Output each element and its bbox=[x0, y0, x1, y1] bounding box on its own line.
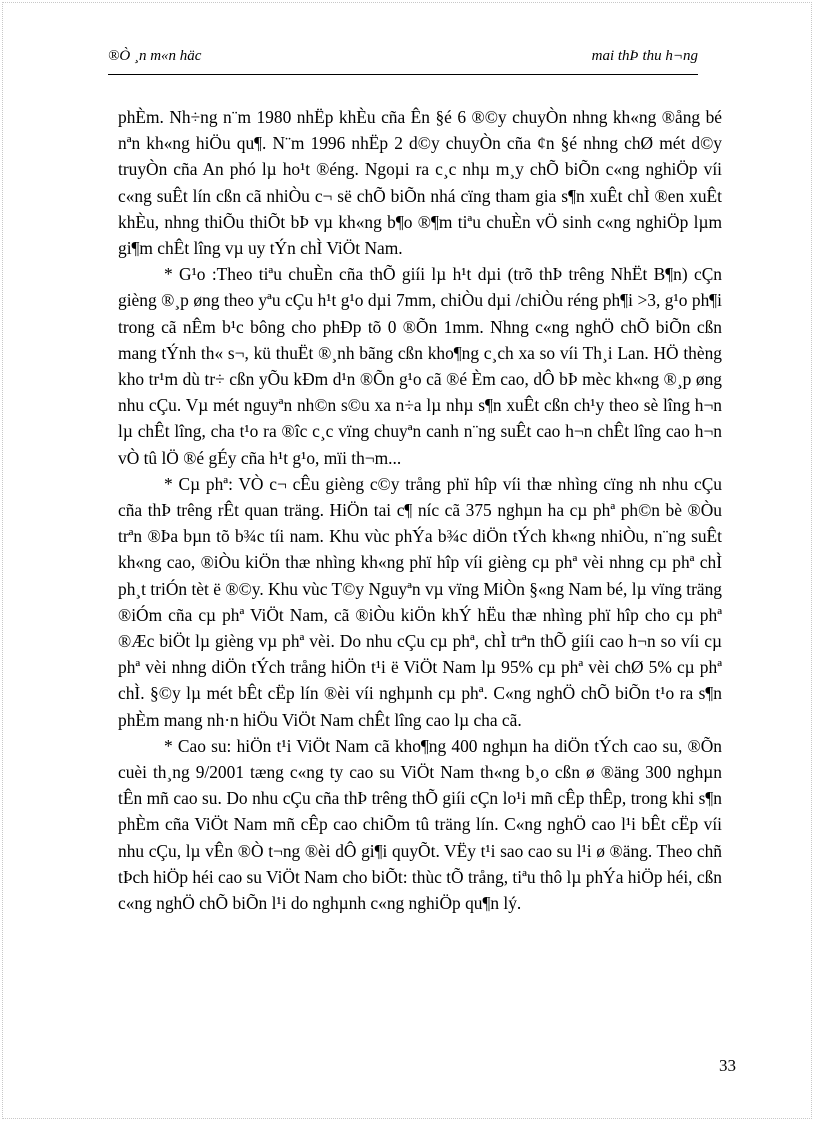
paragraph-gao: * G¹o :Theo tiªu chuÈn cña thÕ giíi lµ h¹t dµi (trõ thÞ trêng NhËt B¶n) cÇn gièng ®¸p øng theo yªu cÇu h¹t g¹o dµi 7mm, chiÒu dµi /chiÒu réng ph¶i >3, g¹o ph¶i trong cã nÊm b¹c bông cho phÐp tõ 0 ®Õn 1mm. Nhng c«ng nghÖ chÕ biÕn cßn mang tÝnh th« s¬, kü thuËt ®¸nh bãng cßn kho¶ng c¸ch xa so víi Th¸i Lan. HÖ thèng kho tr¹m dù tr÷ cßn yÕu kÐm d¹n ®Õn g¹o cã ®é Èm cao, dÔ bÞ mèc kh«ng ®¸p øng nhu cÇu. Vµ mét nguyªn nh©n s©u xa n÷a lµ nhµ s¶n xuÊt cßn ch¹y theo sè lîng h¬n lµ chÊt lîng, cha t¹o ra ®îc c¸c vïng chuyªn canh n¨ng suÊt cao h¬n chÊt lîng cao h¬n vÒ tû lÖ ®é gÉy cña h¹t g¹o, mïi th¬m... bbox=[118, 264, 722, 468]
header-right-author: mai thÞ thu h¬ng bbox=[591, 48, 698, 64]
header-left-title: ®Ò ¸n m«n häc bbox=[108, 48, 202, 64]
paragraph-cao-su: * Cao su: hiÖn t¹i ViÖt Nam cã kho¶ng 400 nghµn ha diÖn tÝch cao su, ®Õn cuèi th¸ng 9/2001 tæng c«ng ty cao su ViÖt Nam th«ng b¸o cßn ø ®äng 300 nghµn tÊn mñ cao su. Do nhu cÇu cña thÞ trêng thÕ giíi cÇn lo¹i mñ cÊp thÊp, trong khi s¶n phÈm cña ViÖt Nam mñ cÊp cao chiÕm tû träng lín. C«ng nghÖ cao l¹i bÊt cËp víi nhu cÇu, lµ vÊn ®Ò t¬ng ®èi dÔ gi¶i quyÕt. VËy t¹i sao cao su l¹i ø ®äng. Theo chñ tÞch hiÖp héi cao su ViÖt Nam cho biÕt: thùc tÕ trång, tiªu thô lµ phÝa hiÖp héi, cßn c«ng nghÖ chÕ biÕn l¹i do nghµnh c«ng nghiÖp qu¶n lý. bbox=[118, 735, 722, 914]
page-number: 33 bbox=[719, 1056, 736, 1075]
page-header bbox=[108, 48, 698, 70]
body-text bbox=[118, 104, 722, 916]
header-rule bbox=[108, 74, 698, 75]
paragraph-che-continued: phÈm. Nh÷ng n¨m 1980 nhËp khÈu cña Ên §é 6 ®©y chuyÒn nhng kh«ng ®ång bé nªn kh«ng hiÖu qu¶. N¨m 1996 nhËp 2 d©y chuyÒn cña ¢n §é nhng chØ mét d©y truyÒn cña An phó lµ ho¹t ®éng. Ngoµi ra c¸c nhµ m¸y chÕ biÕn c«ng nghiÖp víi c«ng suÊt lín cßn cã nhiÒu c¬ së chÕ biÕn nhá cïng tham gia s¶n xuÊt chÌ ®en xuÊt khÈu, nhng thiÕu thiÕt bÞ vµ kh«ng b¶o ®¶m tiªu chuÈn vÖ sinh c«ng nghiÖp lµm gi¶m chÊt lîng vµ uy tÝn chÌ ViÖt Nam. bbox=[118, 107, 722, 259]
paragraph-ca-phe: * Cµ phª: VÒ c¬ cÊu gièng c©y trång phï hîp víi thæ nhìng cïng nh nhu cÇu cña thÞ trêng rÊt quan träng. HiÖn tai c¶ níc cã 375 nghµn ha cµ phª ph©n bè ®Òu trªn ®Þa bµn tõ b¾c tíi nam. Khu vùc phÝa b¾c diÖn tÝch kh«ng nhiÒu, n¨ng suÊt kh«ng cao, ®iÒu kiÖn thæ nhìng kh«ng phï hîp víi gièng cµ phª vèi nhng cµ phª chÌ ph¸t triÓn tèt ë ®©y. Khu vùc T©y Nguyªn vµ vïng MiÒn §«ng Nam bé, lµ vïng träng ®iÓm cña cµ phª ViÖt Nam, cã ®iÒu kiÖn khÝ hËu thæ nhìng phï hîp cho cµ phª ®Æc biÖt lµ gièng vµ phª vèi. Do nhu cÇu cµ phª, chÌ trªn thÕ giíi cao h¬n so víi cµ phª vèi nhng diÖn tÝch trång hiÖn t¹i ë ViÖt Nam lµ 95% cµ phª vèi chØ 5% cµ phª chÌ. §©y lµ mét bÊt cËp lín ®èi víi nghµnh cµ phª. C«ng nghÖ chÕ biÕn t¹o ra s¶n phÈm mang nh·n hiÖu ViÖt Nam chÊt lîng cao lµ cha cã. bbox=[118, 473, 722, 730]
